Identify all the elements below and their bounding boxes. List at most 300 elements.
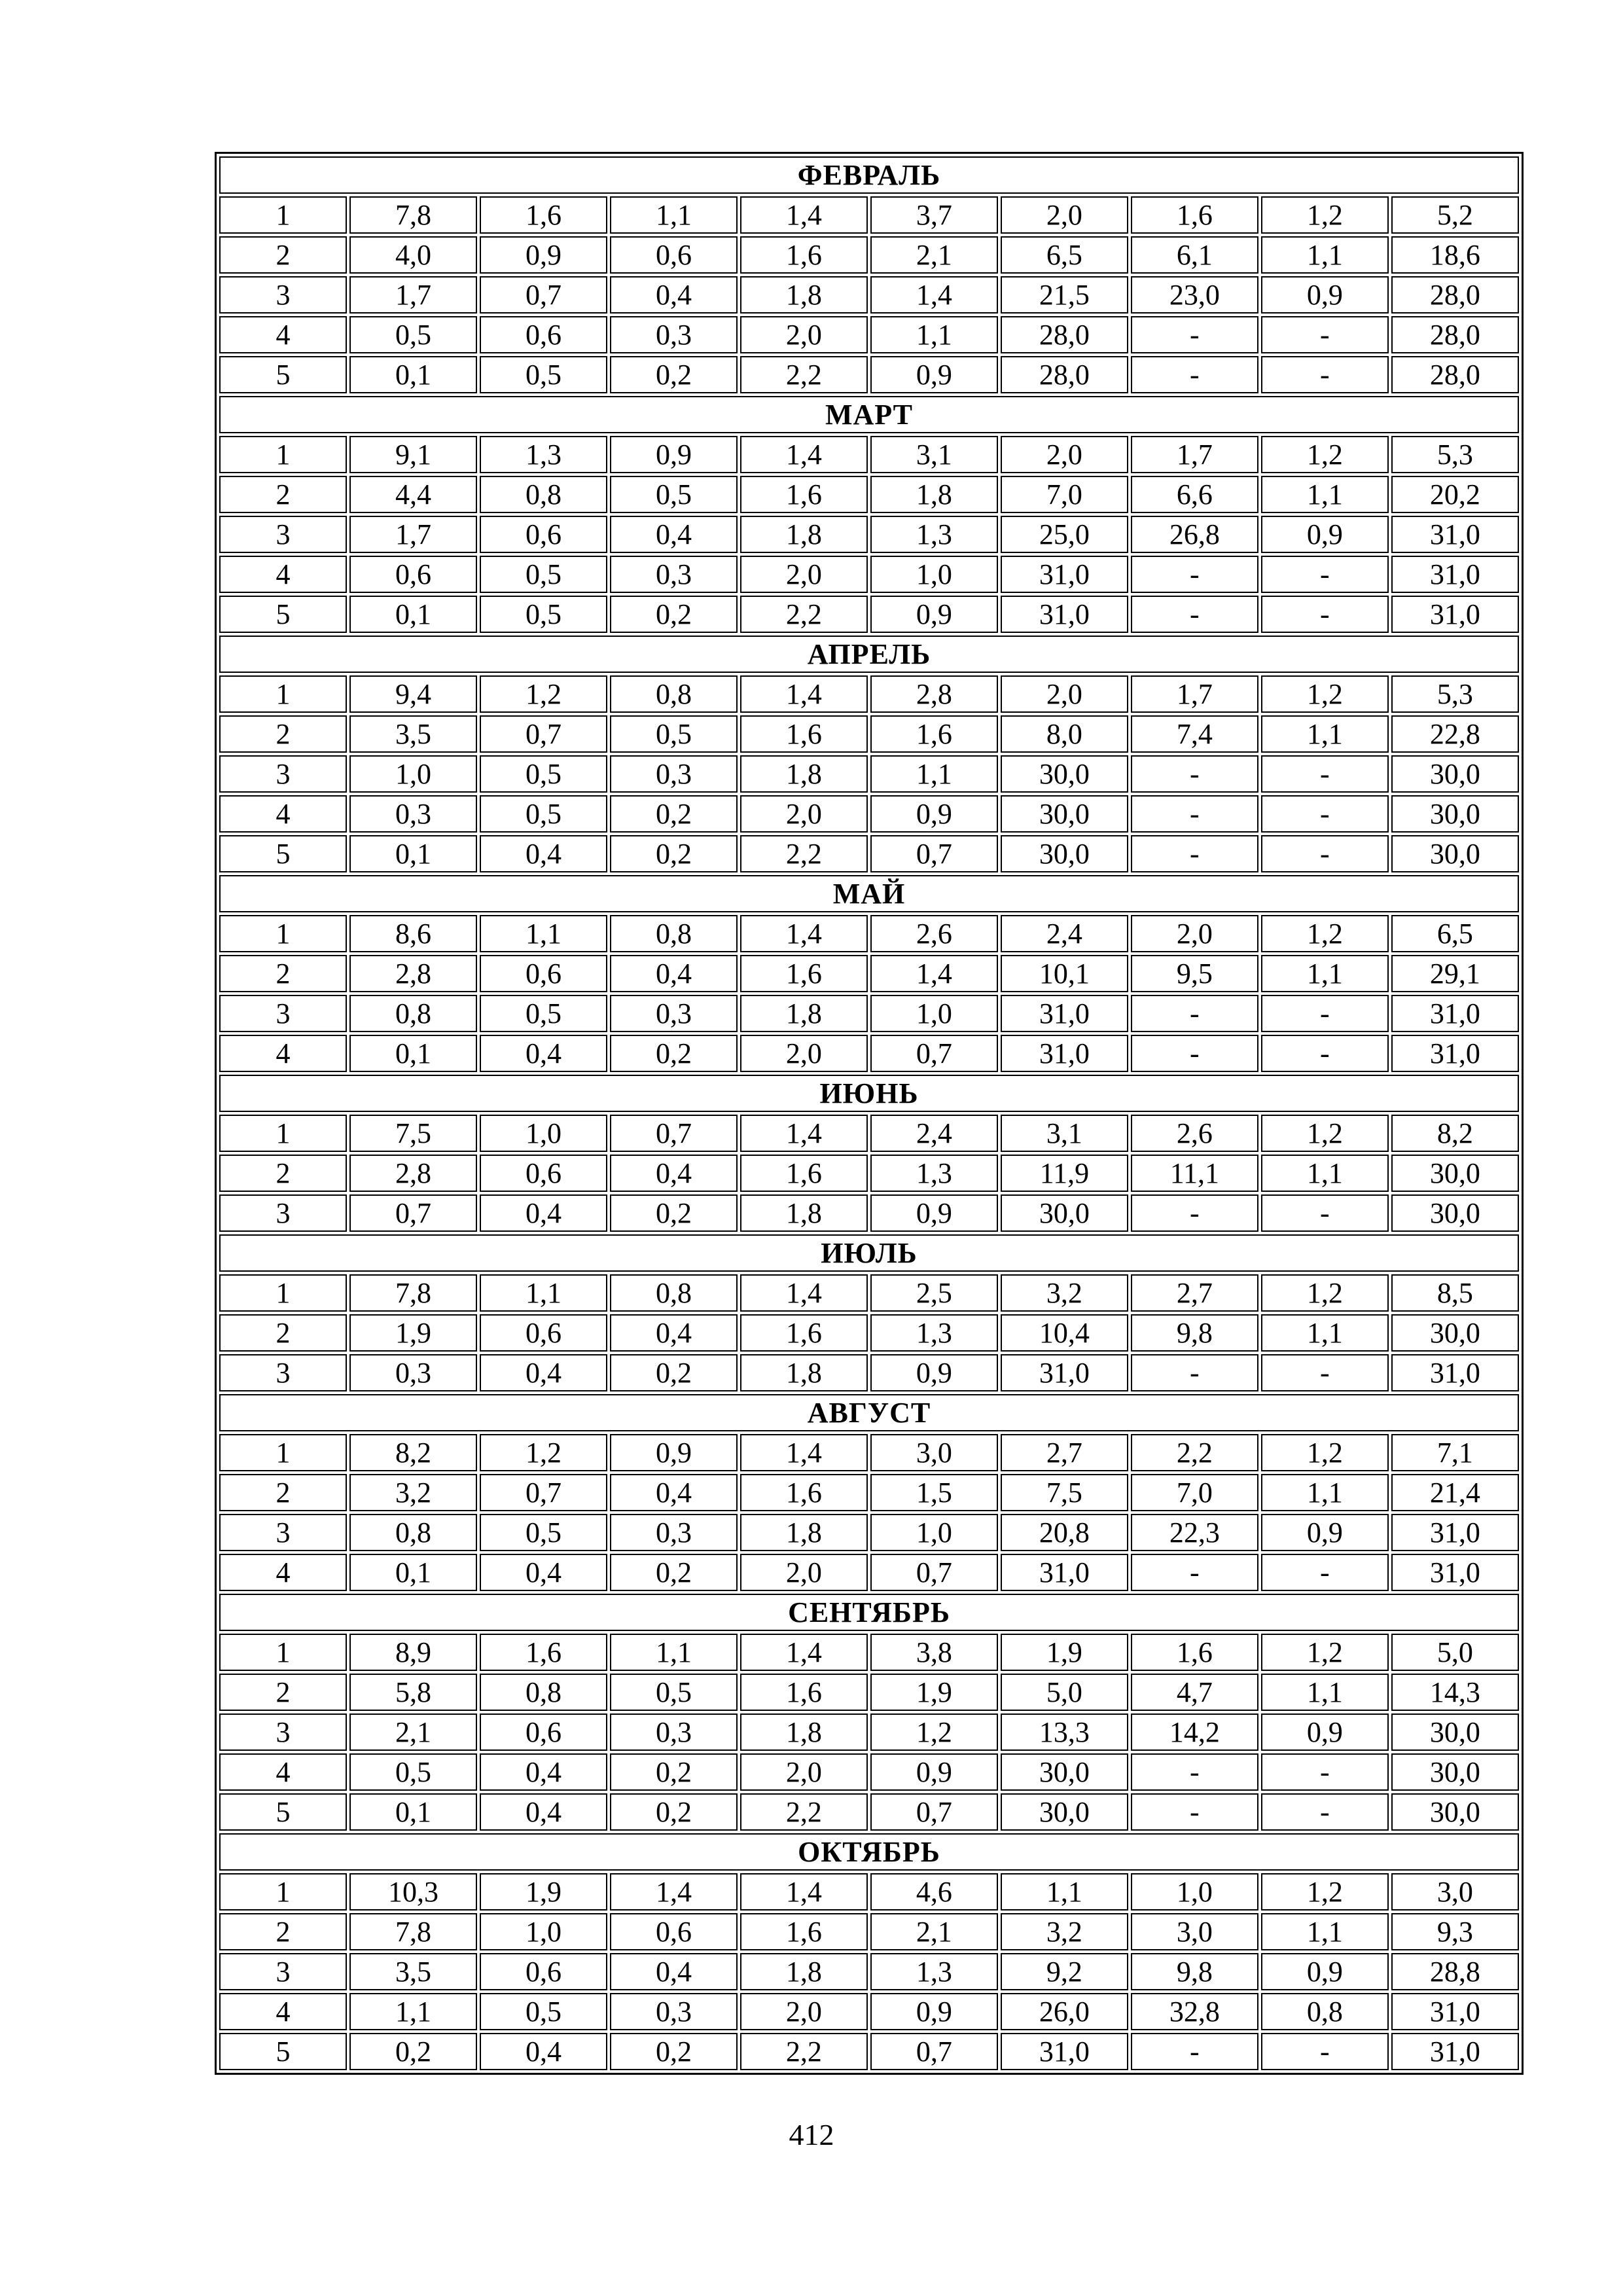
table-cell: -	[1261, 316, 1389, 353]
table-cell: 0,5	[480, 556, 607, 593]
table-cell: 31,0	[1391, 1993, 1519, 2030]
table-cell: 3	[219, 995, 347, 1032]
table-cell: 3,0	[870, 1434, 998, 1471]
table-row	[219, 1514, 1519, 1551]
table-cell: -	[1261, 835, 1389, 872]
table-cell: 0,9	[610, 436, 738, 473]
table-cell: 2,8	[349, 955, 477, 992]
table-cell: 1,3	[870, 1155, 998, 1192]
table-cell: 0,2	[610, 596, 738, 633]
table-row	[219, 1953, 1519, 1990]
table-cell: 0,6	[610, 1913, 738, 1950]
table-cell: 0,6	[480, 1713, 607, 1751]
table-row	[219, 1713, 1519, 1751]
table-row	[219, 516, 1519, 553]
table-cell: 0,5	[610, 715, 738, 753]
table-cell: 2,6	[1131, 1115, 1258, 1152]
table-cell: 31,0	[1391, 2033, 1519, 2070]
table-cell: 31,0	[1391, 556, 1519, 593]
table-cell: 29,1	[1391, 955, 1519, 992]
table-cell: 3,2	[349, 1474, 477, 1511]
table-cell: 30,0	[1391, 1793, 1519, 1831]
table-cell: 1,7	[349, 276, 477, 314]
table-cell: 2,7	[1001, 1434, 1128, 1471]
table-cell: 3,1	[870, 436, 998, 473]
table-cell: 3,2	[1001, 1913, 1128, 1950]
table-cell: 1	[219, 915, 347, 952]
table-cell: 2	[219, 715, 347, 753]
table-cell: 1,4	[870, 955, 998, 992]
table-cell: 31,0	[1001, 556, 1128, 593]
table-cell: -	[1261, 795, 1389, 833]
table-cell: 0,5	[610, 476, 738, 513]
table-row	[219, 835, 1519, 872]
table-cell: 1,7	[1131, 436, 1258, 473]
table-cell: 21,5	[1001, 276, 1128, 314]
table-cell: 7,5	[1001, 1474, 1128, 1511]
table-cell: 1,1	[1261, 955, 1389, 992]
table-cell: 7,1	[1391, 1434, 1519, 1471]
table-cell: 1,6	[480, 196, 607, 234]
table-cell: 0,6	[480, 955, 607, 992]
table-cell: 31,0	[1001, 1354, 1128, 1391]
table-cell: 2,2	[740, 596, 868, 633]
table-row	[219, 1554, 1519, 1591]
table-cell: 1,6	[740, 715, 868, 753]
table-row	[219, 1314, 1519, 1352]
table-cell: 1,4	[740, 675, 868, 713]
table-cell: 31,0	[1391, 995, 1519, 1032]
table-row	[219, 1354, 1519, 1391]
table-cell: 1,8	[740, 1194, 868, 1232]
table-cell: 1,8	[740, 516, 868, 553]
table-cell: 0,9	[870, 596, 998, 633]
table-cell: 0,9	[870, 1753, 998, 1791]
table-cell: 1,9	[870, 1674, 998, 1711]
table-cell: 0,5	[480, 755, 607, 793]
table-cell: 0,2	[610, 1554, 738, 1591]
table-cell: 0,7	[349, 1194, 477, 1232]
table-cell: 1,0	[870, 1514, 998, 1551]
table-cell: 0,2	[610, 1793, 738, 1831]
table-row	[219, 995, 1519, 1032]
table-cell: 0,9	[610, 1434, 738, 1471]
table-cell: 0,4	[610, 1474, 738, 1511]
table-cell: -	[1261, 1554, 1389, 1591]
table-cell: 0,4	[480, 1354, 607, 1391]
table-cell: 8,6	[349, 915, 477, 952]
table-cell: 26,0	[1001, 1993, 1128, 2030]
table-cell: 11,1	[1131, 1155, 1258, 1192]
table-cell: 0,9	[870, 795, 998, 833]
table-cell: 9,2	[1001, 1953, 1128, 1990]
table-cell: 7,4	[1131, 715, 1258, 753]
table-cell: 0,5	[349, 316, 477, 353]
table-cell: 30,0	[1391, 755, 1519, 793]
table-cell: 31,0	[1001, 1554, 1128, 1591]
table-cell: 31,0	[1391, 516, 1519, 553]
table-cell: 2	[219, 236, 347, 274]
table-cell: 1,1	[480, 915, 607, 952]
table-row	[219, 356, 1519, 393]
table-row	[219, 1793, 1519, 1831]
table-row	[219, 1474, 1519, 1511]
table-cell: 3	[219, 276, 347, 314]
table-cell: 9,3	[1391, 1913, 1519, 1950]
table-cell: 4	[219, 556, 347, 593]
table-cell: 31,0	[1001, 596, 1128, 633]
table-cell: -	[1261, 356, 1389, 393]
table-row	[219, 675, 1519, 713]
table-cell: 0,2	[610, 1035, 738, 1072]
table-cell: 32,8	[1131, 1993, 1258, 2030]
table-cell: 1,4	[740, 915, 868, 952]
table-cell: 1,3	[480, 436, 607, 473]
table-cell: 0,6	[480, 1314, 607, 1352]
table-cell: 2,0	[740, 1753, 868, 1791]
table-cell: 0,7	[480, 1474, 607, 1511]
table-cell: 5,3	[1391, 436, 1519, 473]
table-cell: 4	[219, 1753, 347, 1791]
table-cell: 1,6	[740, 1155, 868, 1192]
table-cell: 1,8	[740, 1953, 868, 1990]
table-cell: 0,7	[480, 276, 607, 314]
table-cell: 30,0	[1001, 795, 1128, 833]
table-cell: 1,1	[1001, 1873, 1128, 1910]
table-cell: 0,6	[480, 516, 607, 553]
table-cell: 0,3	[349, 1354, 477, 1391]
table-cell: 1,4	[740, 1434, 868, 1471]
table-cell: 1,9	[349, 1314, 477, 1352]
table-cell: 1,8	[740, 755, 868, 793]
table-cell: 8,0	[1001, 715, 1128, 753]
table-row	[219, 1753, 1519, 1791]
month-header-row	[219, 636, 1519, 673]
table-row	[219, 795, 1519, 833]
table-cell: 1,2	[1261, 1634, 1389, 1671]
table-cell: 8,2	[349, 1434, 477, 1471]
table-cell: 2,0	[1131, 915, 1258, 952]
table-cell: 1,4	[870, 276, 998, 314]
table-cell: 5,8	[349, 1674, 477, 1711]
table-cell: 8,5	[1391, 1274, 1519, 1312]
table-cell: 3	[219, 755, 347, 793]
table-cell: 18,6	[1391, 236, 1519, 274]
table-cell: 31,0	[1001, 2033, 1128, 2070]
table-cell: 1	[219, 1434, 347, 1471]
table-cell: 5	[219, 1793, 347, 1831]
table-cell: 0,3	[610, 1713, 738, 1751]
table-cell: 0,4	[610, 516, 738, 553]
table-cell: 28,0	[1391, 356, 1519, 393]
table-cell: 1,5	[870, 1474, 998, 1511]
table-cell: 2,2	[740, 2033, 868, 2070]
table-cell: 0,6	[480, 316, 607, 353]
table-cell: 2,4	[870, 1115, 998, 1152]
table-cell: 0,3	[610, 1993, 738, 2030]
table-cell: 2,1	[349, 1713, 477, 1751]
table-cell: 28,0	[1391, 276, 1519, 314]
table-cell: 0,2	[610, 835, 738, 872]
table-cell: 2,1	[870, 236, 998, 274]
table-cell: 0,9	[870, 1194, 998, 1232]
table-cell: 28,0	[1001, 356, 1128, 393]
table-cell: 30,0	[1391, 1194, 1519, 1232]
table-cell: 1,1	[1261, 476, 1389, 513]
table-cell: 0,3	[610, 755, 738, 793]
table-cell: 1,4	[740, 196, 868, 234]
monthly-data-table	[215, 152, 1524, 2075]
table-cell: 1,1	[870, 755, 998, 793]
table-cell: -	[1131, 1194, 1258, 1232]
table-cell: 2,2	[740, 356, 868, 393]
table-cell: 0,8	[480, 476, 607, 513]
table-cell: 1,6	[740, 955, 868, 992]
table-cell: 1,0	[480, 1115, 607, 1152]
table-cell: 11,9	[1001, 1155, 1128, 1192]
table-cell: 31,0	[1391, 1035, 1519, 1072]
table-row	[219, 1035, 1519, 1072]
table-cell: 1,2	[1261, 915, 1389, 952]
table-cell: -	[1261, 995, 1389, 1032]
table-cell: 6,5	[1391, 915, 1519, 952]
table-cell: -	[1131, 356, 1258, 393]
table-row	[219, 955, 1519, 992]
table-cell: 1,8	[740, 1514, 868, 1551]
table-cell: 0,9	[870, 356, 998, 393]
table-cell: 0,2	[610, 1753, 738, 1791]
table-cell: 2	[219, 1474, 347, 1511]
table-cell: 1,1	[1261, 1674, 1389, 1711]
table-cell: 14,2	[1131, 1713, 1258, 1751]
table-cell: 4,7	[1131, 1674, 1258, 1711]
table-cell: 5	[219, 596, 347, 633]
table-cell: 7,0	[1131, 1474, 1258, 1511]
table-row	[219, 276, 1519, 314]
table-cell: 0,7	[480, 715, 607, 753]
table-cell: 0,5	[480, 995, 607, 1032]
table-cell: 0,2	[610, 356, 738, 393]
table-cell: 2,1	[870, 1913, 998, 1950]
month-title: ОКТЯБРЬ	[219, 1833, 1519, 1871]
table-cell: -	[1261, 2033, 1389, 2070]
table-cell: 1,2	[480, 675, 607, 713]
table-cell: 1,0	[870, 995, 998, 1032]
month-title: ИЮЛЬ	[219, 1234, 1519, 1272]
table-cell: 0,9	[1261, 1713, 1389, 1751]
table-cell: 5	[219, 356, 347, 393]
table-cell: 1,6	[740, 1674, 868, 1711]
month-header-row	[219, 1394, 1519, 1431]
table-cell: 1,8	[740, 1713, 868, 1751]
table-cell: 2,0	[740, 1035, 868, 1072]
table-cell: 1	[219, 1634, 347, 1671]
table-cell: 4,4	[349, 476, 477, 513]
table-row	[219, 1913, 1519, 1950]
table-cell: 1,3	[870, 516, 998, 553]
table-cell: 2,0	[740, 1554, 868, 1591]
table-cell: 10,1	[1001, 955, 1128, 992]
table-cell: 0,1	[349, 1035, 477, 1072]
table-row	[219, 1194, 1519, 1232]
table-cell: 0,2	[349, 2033, 477, 2070]
table-cell: 0,8	[610, 675, 738, 713]
table-cell: 2	[219, 476, 347, 513]
table-cell: 1,4	[610, 1873, 738, 1910]
table-cell: 22,3	[1131, 1514, 1258, 1551]
table-cell: 1,2	[1261, 1873, 1389, 1910]
table-cell: 3,2	[1001, 1274, 1128, 1312]
table-cell: 30,0	[1001, 1194, 1128, 1232]
table-cell: 0,2	[610, 2033, 738, 2070]
table-cell: 23,0	[1131, 276, 1258, 314]
table-cell: 0,4	[610, 276, 738, 314]
table-cell: 2,0	[1001, 196, 1128, 234]
table-cell: 2,2	[740, 835, 868, 872]
table-cell: 0,9	[870, 1993, 998, 2030]
table-cell: 30,0	[1001, 1793, 1128, 1831]
table-cell: 0,4	[610, 1953, 738, 1990]
table-cell: 0,1	[349, 596, 477, 633]
table-cell: 13,3	[1001, 1713, 1128, 1751]
table-cell: 0,5	[480, 1993, 607, 2030]
table-row	[219, 755, 1519, 793]
table-row	[219, 1115, 1519, 1152]
month-header-row	[219, 1594, 1519, 1631]
table-cell: 1,1	[610, 1634, 738, 1671]
table-cell: 31,0	[1391, 596, 1519, 633]
table-cell: 2,6	[870, 915, 998, 952]
table-row	[219, 1634, 1519, 1671]
table-cell: 9,8	[1131, 1314, 1258, 1352]
table-cell: 4,6	[870, 1873, 998, 1910]
table-cell: 31,0	[1001, 1035, 1128, 1072]
table-cell: 1,1	[870, 316, 998, 353]
table-cell: -	[1261, 556, 1389, 593]
table-row	[219, 556, 1519, 593]
table-cell: 5	[219, 2033, 347, 2070]
table-cell: 30,0	[1391, 1155, 1519, 1192]
month-header-row	[219, 156, 1519, 194]
page-number: 412	[789, 2118, 834, 2151]
table-cell: 1,1	[1261, 715, 1389, 753]
table-cell: 0,7	[870, 835, 998, 872]
table-cell: 1,2	[1261, 675, 1389, 713]
table-cell: 0,8	[349, 995, 477, 1032]
table-cell: 1,8	[740, 276, 868, 314]
table-cell: 1,2	[870, 1713, 998, 1751]
table-cell: 25,0	[1001, 516, 1128, 553]
table-cell: 0,9	[1261, 276, 1389, 314]
month-title: АПРЕЛЬ	[219, 636, 1519, 673]
month-title: СЕНТЯБРЬ	[219, 1594, 1519, 1631]
table-cell: 30,0	[1001, 835, 1128, 872]
table-cell: 1,3	[870, 1953, 998, 1990]
table-cell: 9,4	[349, 675, 477, 713]
table-cell: 2,2	[740, 1793, 868, 1831]
table-cell: 0,6	[480, 1953, 607, 1990]
month-header-row	[219, 1833, 1519, 1871]
table-cell: 0,3	[610, 556, 738, 593]
table-cell: 30,0	[1001, 1753, 1128, 1791]
table-cell: 5	[219, 835, 347, 872]
table-cell: 1,2	[1261, 1434, 1389, 1471]
table-cell: 2,5	[870, 1274, 998, 1312]
table-cell: 0,7	[870, 1035, 998, 1072]
table-cell: 2	[219, 1314, 347, 1352]
table-cell: 1,2	[1261, 436, 1389, 473]
table-cell: 10,4	[1001, 1314, 1128, 1352]
table-cell: 1,8	[740, 995, 868, 1032]
table-cell: 1	[219, 675, 347, 713]
table-cell: 2,0	[740, 1993, 868, 2030]
month-title: ФЕВРАЛЬ	[219, 156, 1519, 194]
table-cell: 1	[219, 436, 347, 473]
table-row	[219, 596, 1519, 633]
table-cell: 20,2	[1391, 476, 1519, 513]
table-cell: 31,0	[1001, 995, 1128, 1032]
table-cell: 3,5	[349, 1953, 477, 1990]
table-cell: 26,8	[1131, 516, 1258, 553]
table-row	[219, 196, 1519, 234]
table-cell: -	[1131, 1035, 1258, 1072]
table-cell: 0,4	[610, 955, 738, 992]
table-cell: 0,1	[349, 1793, 477, 1831]
table-cell: 1,4	[740, 1115, 868, 1152]
table-cell: 3,1	[1001, 1115, 1128, 1152]
table-cell: 2,0	[740, 316, 868, 353]
table-cell: 1,6	[740, 1913, 868, 1950]
table-cell: -	[1131, 995, 1258, 1032]
table-cell: 0,5	[480, 596, 607, 633]
table-cell: 0,7	[610, 1115, 738, 1152]
table-cell: 3,5	[349, 715, 477, 753]
table-cell: 1	[219, 196, 347, 234]
table-cell: 2	[219, 1913, 347, 1950]
table-cell: 0,2	[610, 795, 738, 833]
table-cell: 9,5	[1131, 955, 1258, 992]
table-cell: 3	[219, 1194, 347, 1232]
table-cell: 1,9	[1001, 1634, 1128, 1671]
table-cell: 4	[219, 1554, 347, 1591]
table-cell: 4	[219, 795, 347, 833]
table-cell: 1,1	[1261, 1913, 1389, 1950]
table-row	[219, 715, 1519, 753]
table-cell: 2,0	[740, 556, 868, 593]
month-header-row	[219, 396, 1519, 433]
table-cell: 9,8	[1131, 1953, 1258, 1990]
table-cell: 6,6	[1131, 476, 1258, 513]
table-cell: 1	[219, 1274, 347, 1312]
table-cell: 3,7	[870, 196, 998, 234]
table-cell: 1,6	[480, 1634, 607, 1671]
table-cell: 10,3	[349, 1873, 477, 1910]
table-cell: 0,8	[610, 1274, 738, 1312]
table-cell: 3	[219, 1514, 347, 1551]
table-cell: 1,1	[349, 1993, 477, 2030]
table-cell: -	[1131, 2033, 1258, 2070]
table-cell: 30,0	[1391, 835, 1519, 872]
table-cell: -	[1131, 1753, 1258, 1791]
table-cell: 1,1	[480, 1274, 607, 1312]
table-cell: 1,6	[740, 1314, 868, 1352]
table-cell: 3,0	[1131, 1913, 1258, 1950]
table-cell: 7,8	[349, 1274, 477, 1312]
table-cell: 1,0	[1131, 1873, 1258, 1910]
table-cell: -	[1261, 1793, 1389, 1831]
table-cell: 2,2	[1131, 1434, 1258, 1471]
table-cell: 3	[219, 1953, 347, 1990]
